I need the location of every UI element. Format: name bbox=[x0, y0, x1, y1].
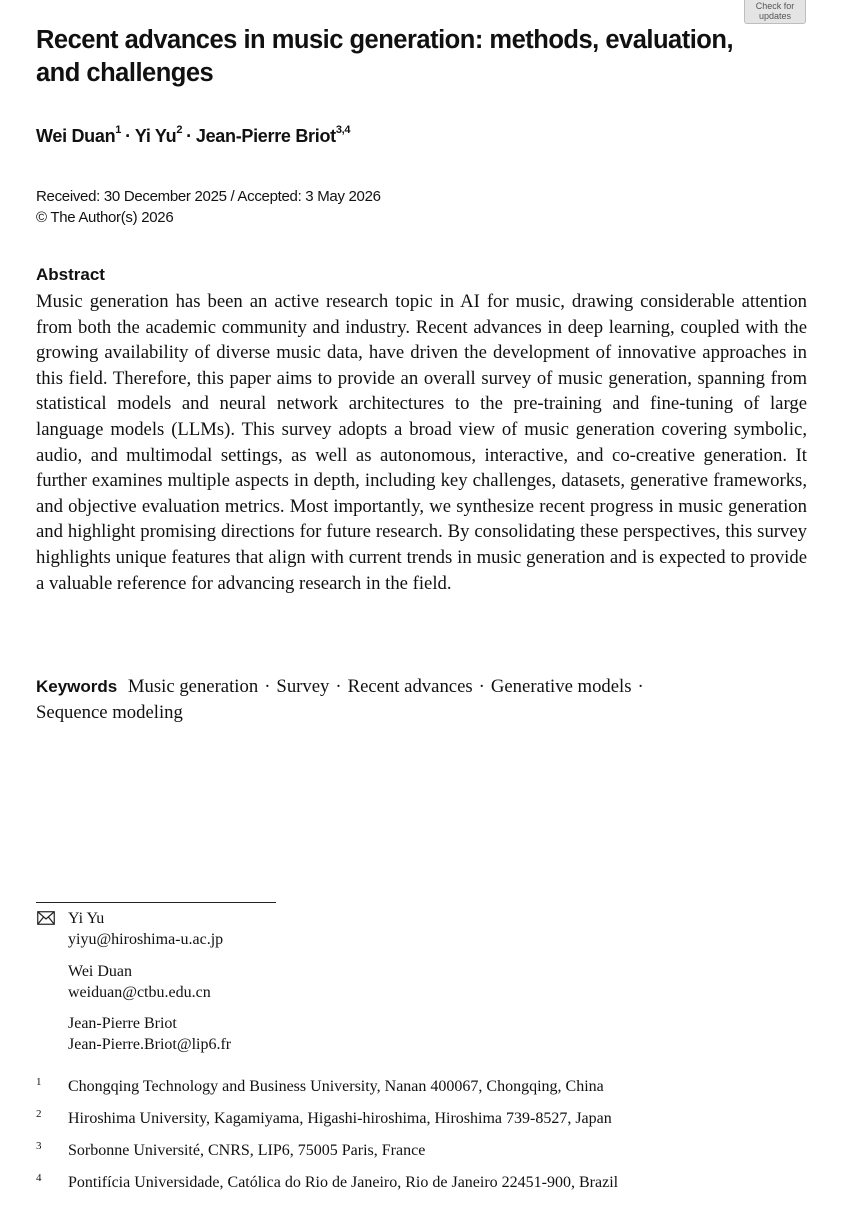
contact-name: Jean-Pierre Briot bbox=[68, 1015, 177, 1032]
keyword-separator: · bbox=[335, 676, 342, 697]
paper-title: Recent advances in music generation: methods, evaluation, and challenges bbox=[36, 26, 734, 87]
keywords-heading: Keywords bbox=[36, 677, 118, 696]
author-separator: · bbox=[186, 126, 192, 146]
copyright-notice: © The Author(s) 2026 bbox=[36, 209, 174, 226]
affiliation-number: 1 bbox=[36, 1076, 42, 1088]
contact-email[interactable]: Jean-Pierre.Briot@lip6.fr bbox=[68, 1036, 232, 1053]
author-affiliation-mark: 3,4 bbox=[335, 124, 351, 136]
affiliation-number: 4 bbox=[36, 1172, 42, 1184]
publication-dates bbox=[36, 186, 381, 228]
keyword-separator: · bbox=[637, 676, 644, 697]
received-accepted-dates: Received: 30 December 2025 / Accepted: 3 May 2026 bbox=[36, 188, 381, 205]
author-affiliation-mark: 2 bbox=[176, 124, 183, 136]
contact-entry bbox=[68, 1013, 231, 1055]
keywords-section bbox=[36, 674, 776, 726]
contact-entry bbox=[68, 961, 211, 1003]
abstract-heading: Abstract bbox=[36, 265, 105, 284]
author-name: Jean-Pierre Briot bbox=[195, 126, 336, 146]
check-for-updates-badge[interactable] bbox=[744, 0, 806, 24]
author-separator: · bbox=[125, 126, 131, 146]
affiliation-text: Sorbonne Université, CNRS, LIP6, 75005 Paris, France bbox=[68, 1142, 426, 1159]
author-name: Wei Duan bbox=[36, 126, 116, 146]
keyword-separator: · bbox=[264, 676, 271, 697]
envelope-icon bbox=[37, 911, 55, 925]
footnote-divider bbox=[36, 902, 276, 903]
keyword-separator: · bbox=[478, 676, 485, 697]
contact-email[interactable]: yiyu@hiroshima-u.ac.jp bbox=[68, 931, 224, 948]
affiliation-text: Chongqing Technology and Business University, Nanan 400067, Chongqing, China bbox=[68, 1078, 604, 1095]
author-name: Yi Yu bbox=[134, 126, 177, 146]
author-list bbox=[36, 124, 350, 148]
affiliation-text: Pontifícia Universidade, Católica do Rio de Janeiro, Rio de Janeiro 22451-900, Brazil bbox=[68, 1174, 619, 1191]
keyword-item: Sequence modeling bbox=[36, 702, 183, 723]
contact-name: Yi Yu bbox=[68, 910, 105, 927]
affiliation-text: Hiroshima University, Kagamiyama, Higashi-hiroshima, Hiroshima 739-8527, Japan bbox=[68, 1110, 612, 1127]
affiliation-number: 3 bbox=[36, 1140, 42, 1152]
author-affiliation-mark: 1 bbox=[115, 124, 122, 136]
contact-corresponding bbox=[68, 908, 223, 950]
check-for-updates-line1: Check for bbox=[755, 1, 795, 11]
keyword-item: Survey bbox=[276, 676, 330, 697]
contact-name: Wei Duan bbox=[68, 963, 133, 980]
keyword-item: Music generation bbox=[127, 676, 259, 697]
abstract-text: Music generation has been an active research topic in AI for music, drawing considerable attention from both the academic community and industry. Recent advances in deep learning, coupled with the growing availability of diverse music data, have driven the development of innovative approaches in this field. Therefore, this paper aims to provide an overall survey of music generation, spanning from statistical models and neural network architectures to the pre-training and fine-tuning of large language models (LLMs). This survey adopts a broad view of music generation covering symbolic, audio, and multimodal settings, as well as autonomous, interactive, and co-creative generation. It further examines multiple aspects in depth, including key challenges, datasets, generative frameworks, and objective evaluation metrics. Most importantly, we synthesize recent progress in music generation and highlight promising directions for future research. By consolidating these perspectives, this survey highlights unique features that align with current trends in music generation and is expected to provide a valuable reference for advancing research in the field. bbox=[36, 291, 807, 594]
keyword-item: Recent advances bbox=[347, 676, 473, 697]
keyword-item: Generative models bbox=[490, 676, 632, 697]
contact-email[interactable]: weiduan@ctbu.edu.cn bbox=[68, 984, 211, 1001]
affiliation-number: 2 bbox=[36, 1108, 42, 1120]
check-for-updates-line2: updates bbox=[758, 10, 792, 21]
